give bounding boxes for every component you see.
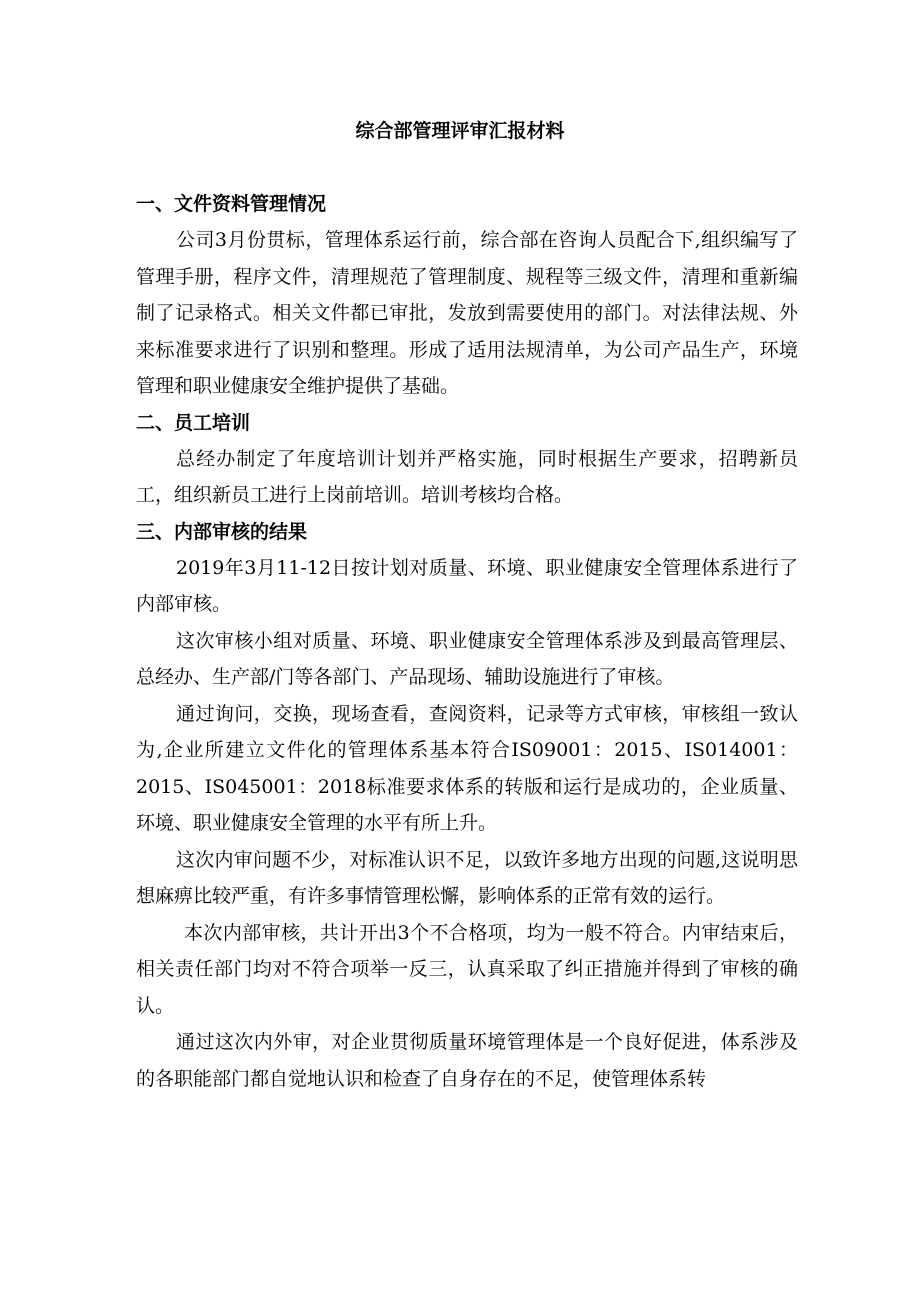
paragraph: 本次内部审核，共计开出3个不合格项，均为一般不符合。内审结束后，相关责任部门均对不符合项举一反三，认真采取了纠正措施并得到了审核的确认。 xyxy=(136,921,798,1017)
section-heading: 二、员工培训 xyxy=(136,411,251,434)
section-internal-audit xyxy=(136,514,798,1098)
document-title: 综合部管理评审汇报材料 xyxy=(355,120,565,142)
paragraph: 公司3月份贯标，管理体系运行前，综合部在咨询人员配合下,组织编写了管理手册，程序文件，清理规范了管理制度、规程等三级文件，清理和重新编制了记录格式。相关文件都已审批，发放到需要使用的部门。对法律法规、外来标准要求进行了识别和整理。形成了适用法规清单，为公司产品生产，环境管理和职业健康安全维护提供了基础。 xyxy=(136,229,798,397)
section-heading: 一、文件资料管理情况 xyxy=(136,193,327,215)
section-heading: 三、内部审核的结果 xyxy=(136,520,308,543)
paragraph: 总经办制定了年度培训计划并严格实施，同时根据生产要求，招聘新员工，组织新员工进行上岗前培训。培训考核均合格。 xyxy=(136,447,798,506)
paragraph: 通过询问，交换，现场查看，查阅资料，记录等方式审核，审核组一致认为,企业所建立文件化的管理体系基本符合IS09001：2015、IS014001：2015、IS045001：2018标准要求体系的转版和运行是成功的，企业质量、环境、职业健康安全管理的水平有所上升。 xyxy=(136,702,798,834)
document-body xyxy=(136,186,798,1097)
paragraph: 这次内审问题不少，对标准认识不足，以致许多地方出现的问题,这说明思想麻痹比较严重，有许多事情管理松懈，影响体系的正常有效的运行。 xyxy=(136,848,798,907)
paragraph: 通过这次内外审，对企业贯彻质量环境管理体是一个良好促进，体系涉及的各职能部门都自觉地认识和检查了自身存在的不足，使管理体系转 xyxy=(136,1031,798,1090)
section-file-management xyxy=(136,186,798,405)
paragraph: 这次审核小组对质量、环境、职业健康安全管理体系涉及到最高管理层、总经办、生产部/门等各部门、产品现场、辅助设施进行了审核。 xyxy=(136,629,798,688)
paragraph: 2019年3月11-12日按计划对质量、环境、职业健康安全管理体系进行了内部审核。 xyxy=(136,556,798,615)
section-staff-training xyxy=(136,405,798,514)
